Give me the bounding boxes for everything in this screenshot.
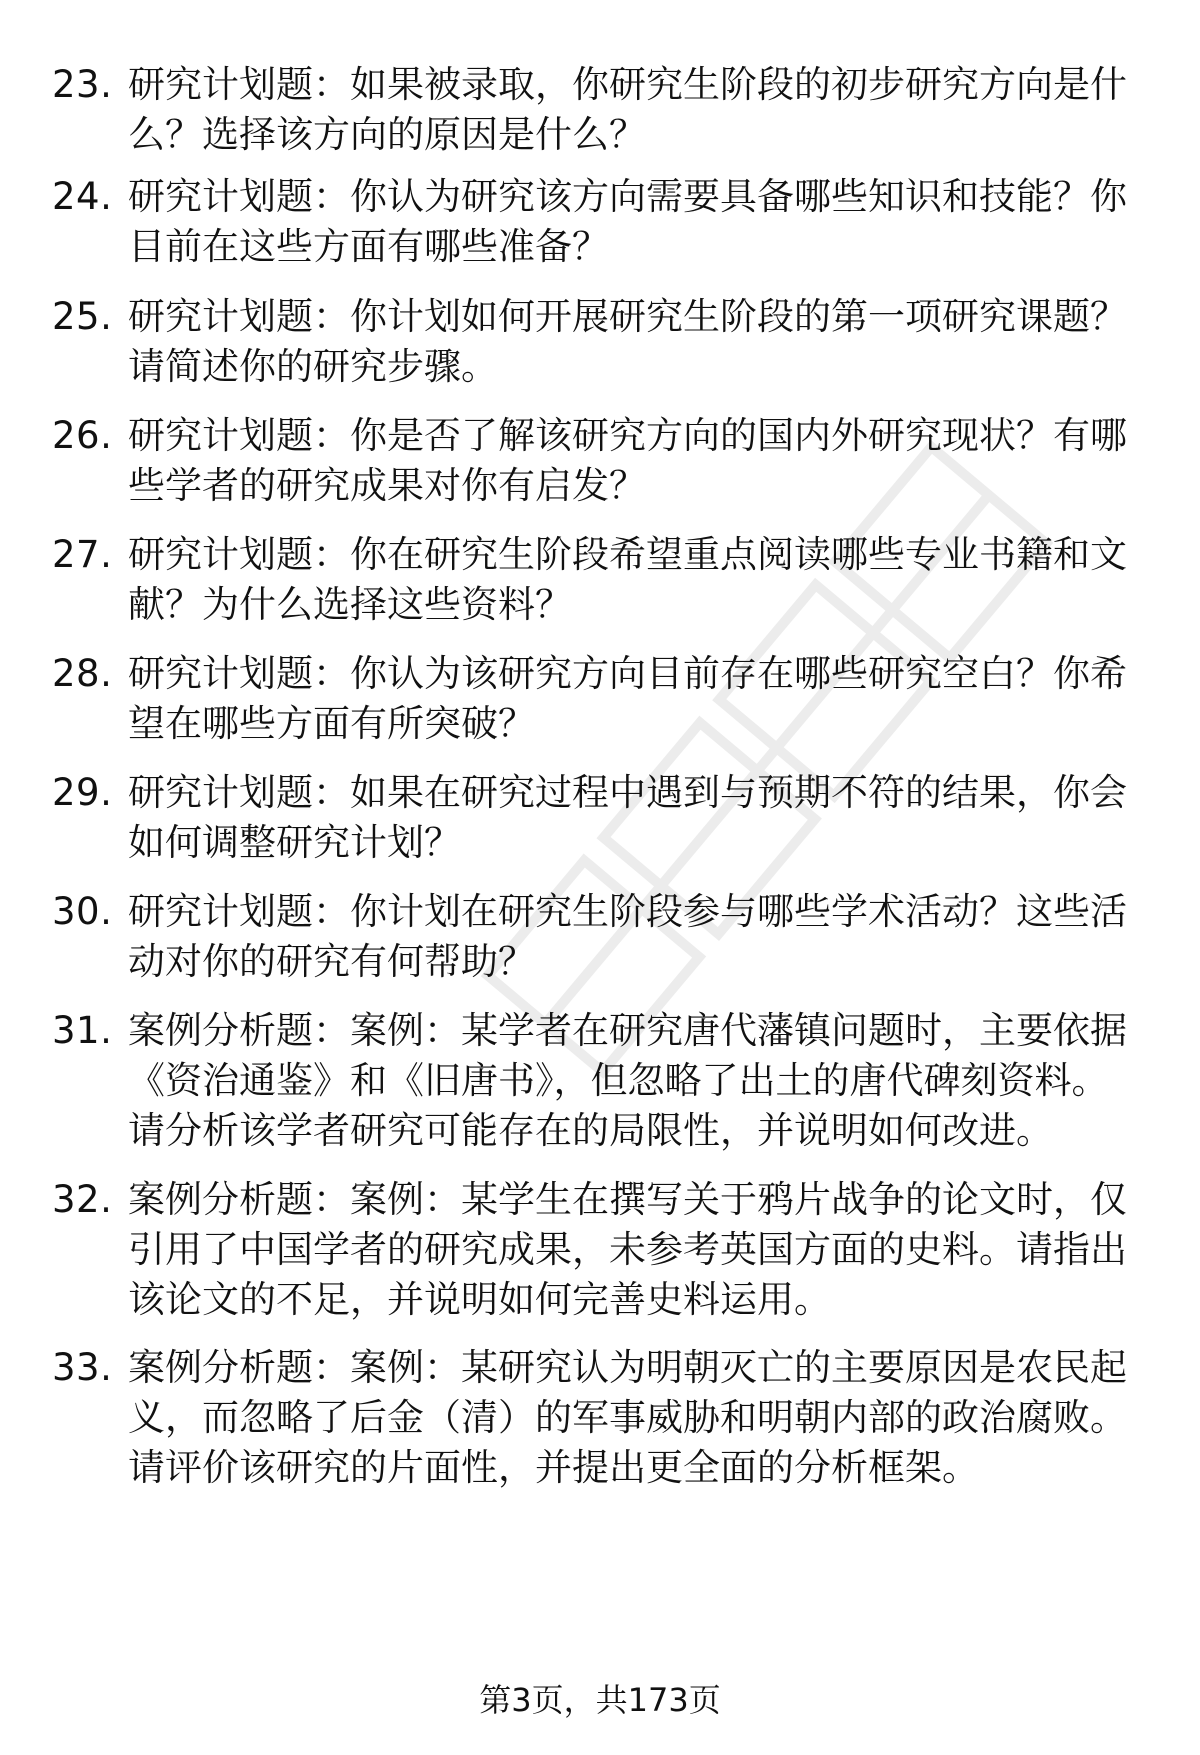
question-text: 案例分析题：案例：某学生在撰写关于鸦片战争的论文时，仅引用了中国学者的研究成果，未参考英国方面的史料。请指出该论文的不足，并说明如何完善史料运用。 [128, 1178, 1127, 1321]
question-number: 29. [52, 771, 113, 814]
question-number: 32. [52, 1178, 113, 1221]
question-text: 研究计划题：你是否了解该研究方向的国内外研究现状？有哪些学者的研究成果对你有启发？ [128, 414, 1127, 507]
question-text: 研究计划题：你在研究生阶段希望重点阅读哪些专业书籍和文献？为什么选择这些资料？ [128, 533, 1127, 626]
question-text: 研究计划题：你认为研究该方向需要具备哪些知识和技能？你目前在这些方面有哪些准备？ [128, 175, 1127, 268]
question-number: 31. [52, 1009, 113, 1052]
question-text: 案例分析题：案例：某学者在研究唐代藩镇问题时，主要依据《资治通鉴》和《旧唐书》，但忽略了出土的唐代碑刻资料。请分析该学者研究可能存在的局限性，并说明如何改进。 [128, 1009, 1127, 1152]
question-text: 研究计划题：你计划在研究生阶段参与哪些学术活动？这些活动对你的研究有何帮助？ [128, 890, 1127, 983]
question-number: 25. [52, 295, 113, 338]
question-text: 研究计划题：你计划如何开展研究生阶段的第一项研究课题？请简述你的研究步骤。 [128, 295, 1127, 388]
question-number: 23. [52, 63, 113, 106]
question-text: 研究计划题：如果在研究过程中遇到与预期不符的结果，你会如何调整研究计划？ [128, 771, 1127, 864]
question-text: 研究计划题：如果被录取，你研究生阶段的初步研究方向是什么？选择该方向的原因是什么？ [128, 63, 1127, 156]
question-number: 24. [52, 175, 113, 218]
question-number: 28. [52, 652, 113, 695]
question-text: 研究计划题：你认为该研究方向目前存在哪些研究空白？你希望在哪些方面有所突破？ [128, 652, 1127, 745]
question-number: 30. [52, 890, 113, 933]
question-number: 26. [52, 414, 113, 457]
question-number: 33. [52, 1346, 113, 1389]
question-text: 案例分析题：案例：某研究认为明朝灭亡的主要原因是农民起义，而忽略了后金（清）的军事威胁和明朝内部的政治腐败。请评价该研究的片面性，并提出更全面的分析框架。 [128, 1346, 1127, 1489]
page-number-footer: 第3页，共173页 [479, 1681, 721, 1719]
question-number: 27. [52, 533, 113, 576]
